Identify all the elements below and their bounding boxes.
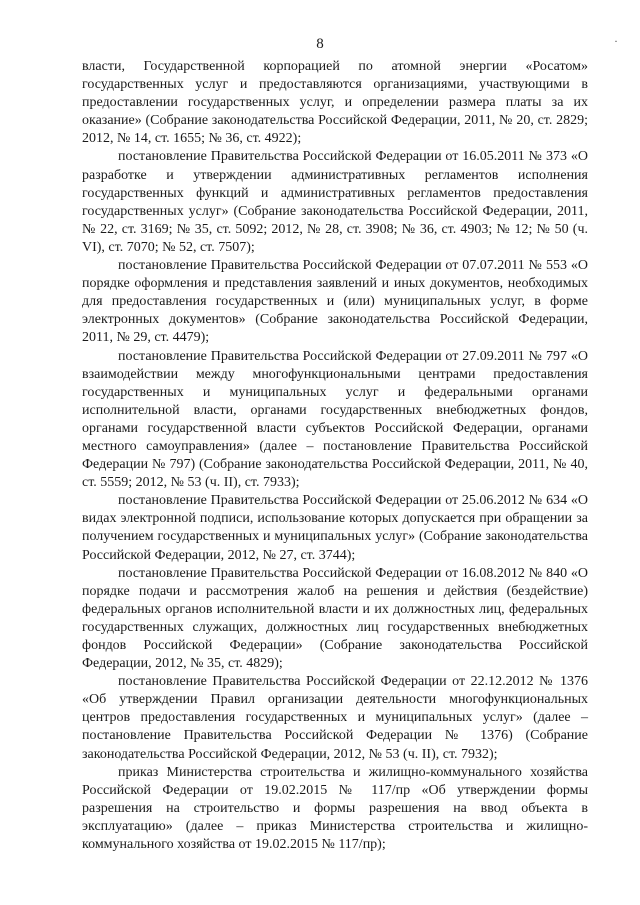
page-number: 8 [316, 36, 324, 52]
paragraph-decree-840: постановление Правительства Российской Федерации от 16.08.2012 № 840 «О порядке подачи и рассмотрения жалоб на решения и действия (бездействие) федеральных органов исполнительной власти и их должностных лиц, федеральных государственных служащих, должностных лиц государственных внебюджетных фондов Российской Федерации» (Собрание законодательства Российской Федерации, 2012, № 35, ст. 4829); [82, 565, 588, 672]
paragraph-continuation: власти, Государственной корпорацией по атомной энергии «Росатом» государственных услуг и предоставляются организациями, участвующими в предоставлении государственных услуг, и определении размера платы за их оказание» (Собрание законодательства Российской Федерации, 2011, № 20, ст. 2829; 2012, № 14, ст. 1655; № 36, ст. 4922); [82, 59, 588, 147]
document-body [82, 58, 588, 854]
paragraph-decree-373: постановление Правительства Российской Федерации от 16.05.2011 № 373 «О разработке и утверждении административных регламентов исполнения государственных функций и административных регламентов предоставления государственных услуг» (Собрание законодательства Российской Федерации, 2011, № 22, ст. 3169; № 35, ст. 5092; 2012, № 28, ст. 3908; № 36, ст. 4903; № 12; № 50 (ч. VI), ст. 7070; № 52, ст. 7507); [82, 149, 588, 255]
paragraph-order-117: приказ Министерства строительства и жилищно-коммунального хозяйства Российской Федерации от 19.02.2015 № 117/пр «Об утверждении формы разрешения на строительство и формы разрешения на ввод объекта в эксплуатацию» (далее – приказ Министерства строительства и жилищно-коммунального хозяйства от 19.02.2015 № 117/пр); [82, 764, 588, 853]
corner-mark: · [614, 34, 618, 48]
paragraph-decree-797: постановление Правительства Российской Федерации от 27.09.2011 № 797 «О взаимодействии между многофункциональными центрами предоставления государственных и муниципальных услуг и федеральными органами исполнительной власти, органами государственных внебюджетных фондов, органами государственной власти субъектов Российской Федерации, органами местного самоуправления» (далее – постановление Правительства Российской Федерации № 797) (Собрание законодательства Российской Федерации, 2011, № 40, ст. 5559; 2012, № 53 (ч. II), ст. 7933); [82, 348, 588, 491]
paragraph-decree-1376: постановление Правительства Российской Федерации от 22.12.2012 № 1376 «Об утверждении Правил организации деятельности многофункциональных центров предоставления государственных и муниципальных услуг» (далее – постановление Правительства Российской Федерации № 1376) (Собрание законодательства Российской Федерации, 2012, № 53 (ч. II), ст. 7932); [82, 674, 588, 762]
paragraph-decree-634: постановление Правительства Российской Федерации от 25.06.2012 № 634 «О видах электронной подписи, использование которых допускается при обращении за получением государственных и муниципальных услуг» (Собрание законодательства Российской Федерации, 2012, № 27, ст. 3744); [82, 493, 588, 563]
paragraph-decree-553: постановление Правительства Российской Федерации от 07.07.2011 № 553 «О порядке оформления и представления заявлений и иных документов, необходимых для предоставления государственных и (или) муниципальных услуг, в форме электронных документов» (Собрание законодательства Российской Федерации, 2011, № 29, ст. 4479); [82, 258, 588, 346]
